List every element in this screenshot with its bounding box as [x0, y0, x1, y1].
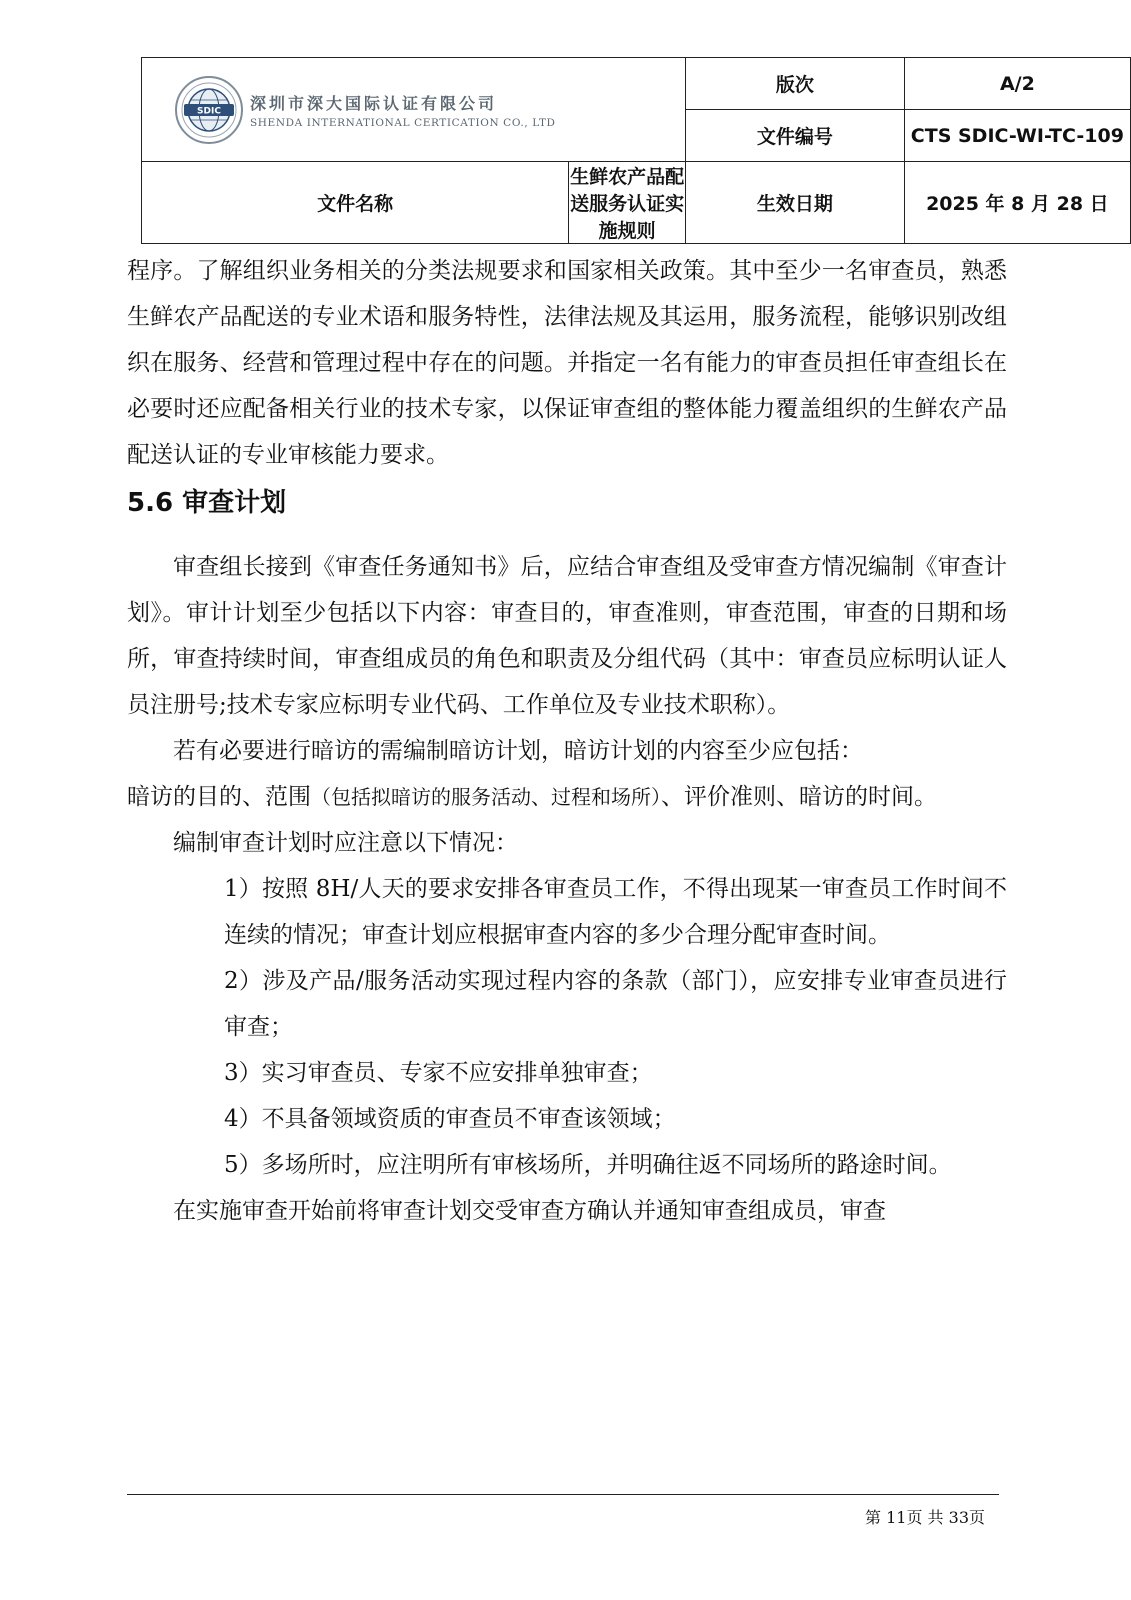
doc-no-label: 文件编号 — [686, 110, 905, 162]
effective-value: 2025 年 8 月 28 日 — [904, 162, 1130, 244]
version-label: 版次 — [686, 58, 905, 110]
paragraph-covert-visit-intro: 若有必要进行暗访的需编制暗访计划，暗访计划的内容至少应包括： — [173, 738, 863, 764]
paragraph-final: 在实施审查开始前将审查计划交受审查方确认并通知审查组成员，审查 — [173, 1198, 886, 1224]
footer-divider — [127, 1494, 999, 1495]
covert-visit-text-c: 、评价准则、暗访的时间。 — [661, 784, 937, 810]
list-item: 5）多场所时，应注明所有审核场所，并明确往返不同场所的路途时间。 — [224, 1152, 952, 1178]
logo-cell — [142, 58, 686, 162]
covert-visit-text-a: 暗访的目的、范围 — [127, 784, 311, 810]
company-seal-icon — [174, 75, 244, 145]
list-item: 3）实习审查员、专家不应安排单独审查； — [224, 1060, 653, 1086]
paragraph-audit-plan: 审查组长接到《审查任务通知书》后，应结合审查组及受审查方情况编制《审查计划》。审计计划至少包括以下内容：审查目的，审查准则，审查范围，审查的日期和场所，审查持续时间，审查组成员的角色和职责及分组代码（其中：审查员应标明认证人员注册号;技术专家应标明专业代码、工作单位及专业技术职称）。 — [127, 554, 1007, 718]
page-number: 第 11页 共 33页 — [865, 1508, 985, 1527]
company-name-cn: 深圳市深大国际认证有限公司 — [250, 93, 498, 113]
paragraph-covert-visit-detail — [127, 774, 1007, 820]
version-value: A/2 — [904, 58, 1130, 110]
list-item: 4）不具备领域资质的审查员不审查该领域； — [224, 1106, 676, 1132]
list-item: 2）涉及产品/服务活动实现过程内容的条款（部门），应安排专业审查员进行审查； — [224, 968, 1007, 1040]
company-name-en: SHENDA INTERNATIONAL CERTICATION CO., LTD — [250, 116, 556, 129]
covert-visit-parenthetical: （包括拟暗访的服务活动、过程和场所） — [311, 785, 661, 809]
list-item: 1）按照 8H/人天的要求安排各审查员工作，不得出现某一审查员工作时间不连续的情况；审查计划应根据审查内容的多少合理分配审查时间。 — [224, 876, 1007, 948]
paragraph-continued: 程序。了解组织业务相关的分类法规要求和国家相关政策。其中至少一名审查员，熟悉生鲜农产品配送的专业术语和服务特性，法律法规及其运用，服务流程，能够识别改组织在服务、经营和管理过程中存在的问题。并指定一名有能力的审查员担任审查组长在必要时还应配备相关行业的技术专家，以保证审查组的整体能力覆盖组织的生鲜农产品配送认证的专业审核能力要求。 — [127, 258, 1007, 468]
section-heading: 5.6 审查计划 — [127, 488, 287, 518]
doc-name-value: 生鲜农产品配送服务认证实施规则 — [569, 162, 686, 244]
doc-name-label: 文件名称 — [142, 162, 569, 244]
seal-text: SDIC — [197, 106, 221, 116]
paragraph-notes-intro: 编制审查计划时应注意以下情况： — [173, 830, 518, 856]
effective-label: 生效日期 — [686, 162, 905, 244]
document-body — [127, 248, 1007, 1234]
doc-no-value: CTS SDIC-WI-TC-109 — [904, 110, 1130, 162]
document-header-table — [141, 57, 1131, 244]
